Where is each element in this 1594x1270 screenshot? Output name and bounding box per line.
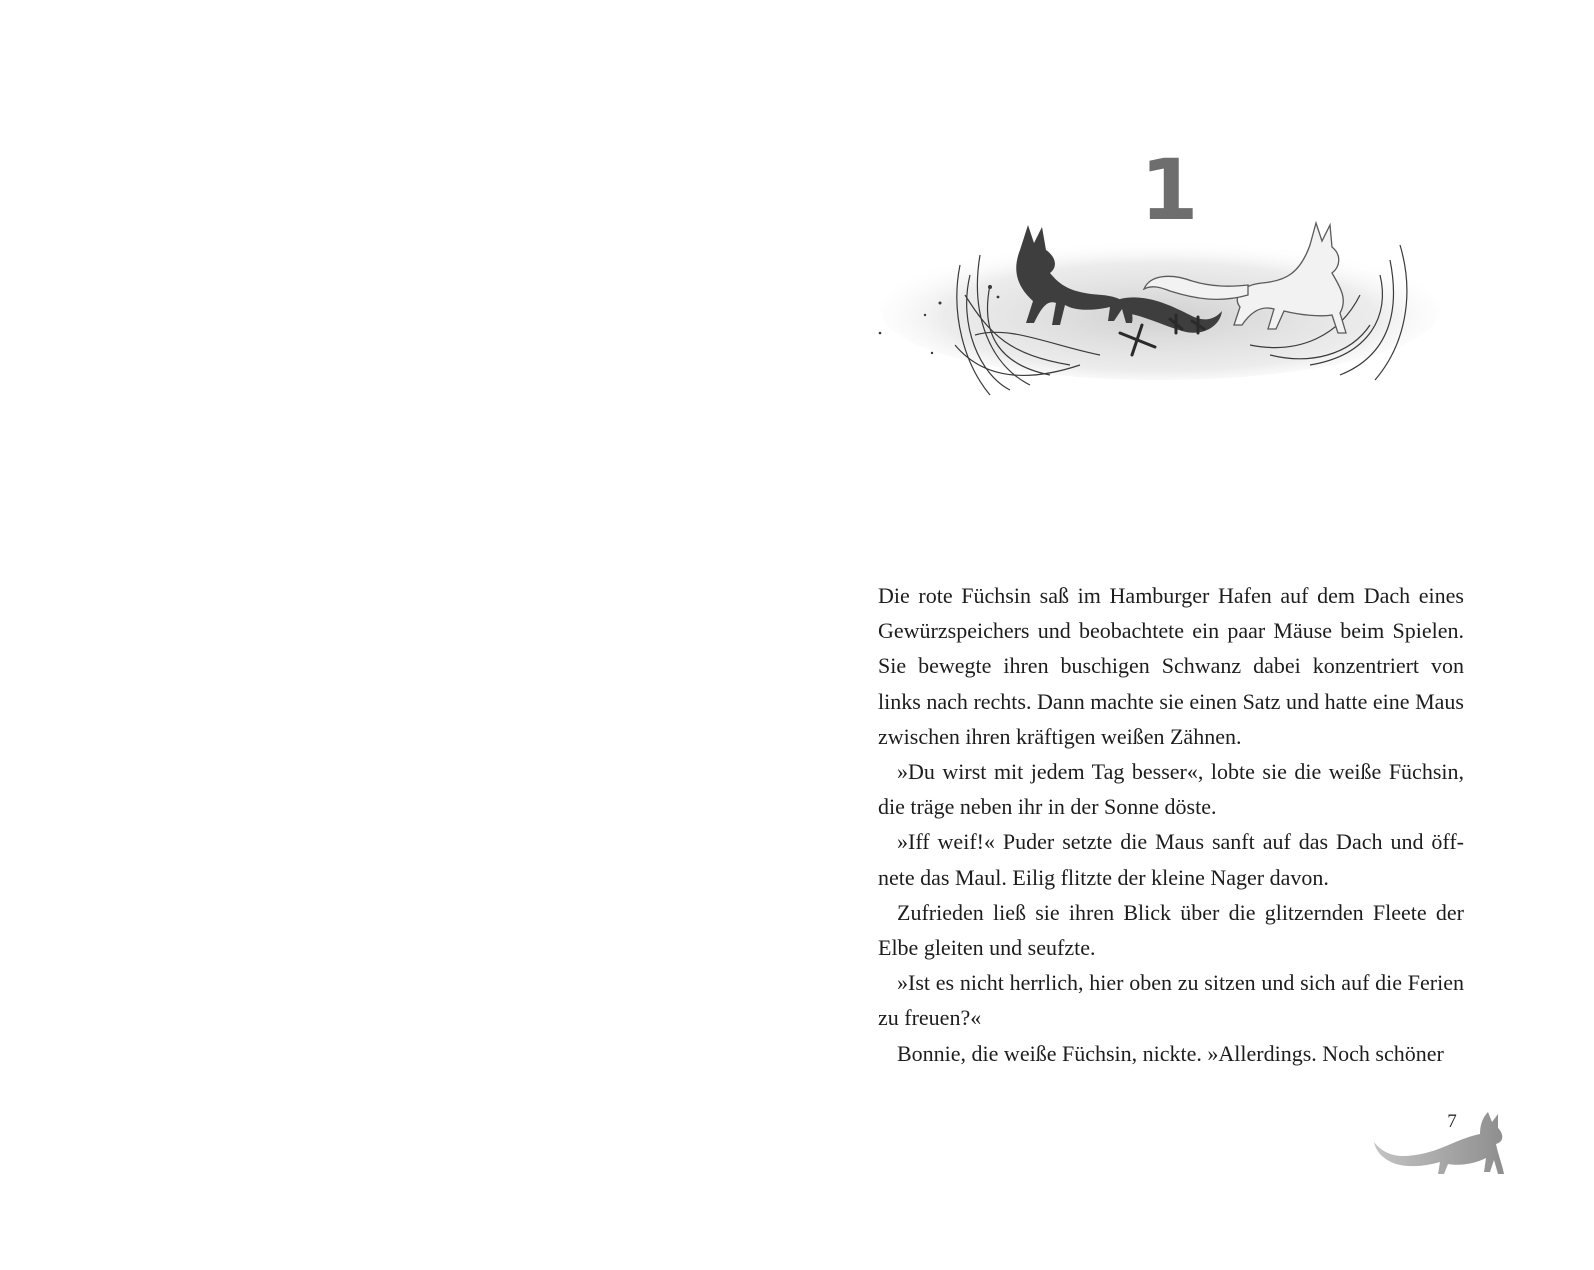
chapter-number: 1 [1140,141,1199,239]
page-number: 7 [1447,1111,1457,1132]
chapter-body-text [878,578,1464,1071]
paragraph: Die rote Füchsin saß im Hamburger Hafen auf dem Dach eines Gewürzspeichers und beobachtete ein paar Mäuse beim Spielen. Sie bewegte ihren buschigen Schwanz dabei konzentriert von links nach rechts. Dann machte sie einen Satz und hatte eine Maus zwischen ihren kräftigen weißen Zähnen. [878,583,1464,749]
paragraph: »Iff weif!« Puder setzte die Maus sanft auf das Dach und öffnete das Maul. Eilig flitzte der kleine Nager davon. [878,829,1464,890]
paragraph: »Du wirst mit jedem Tag besser«, lobte sie die weiße Füchsin, die träge neben ihr in der Sonne döste. [878,759,1464,820]
paragraph: Zufrieden ließ sie ihren Blick über die glitzernden Fleete der Elbe gleiten und seufzte. [878,899,1464,961]
paragraph: »Ist es nicht herrlich, hier oben zu sitzen und sich auf die Ferien zu freuen?« [878,970,1464,1031]
fox-pair-illustration-icon [870,215,1440,405]
paragraph: Bonnie, die weiße Füchsin, nickte. »Allerdings. Noch schöner [897,1040,1444,1066]
